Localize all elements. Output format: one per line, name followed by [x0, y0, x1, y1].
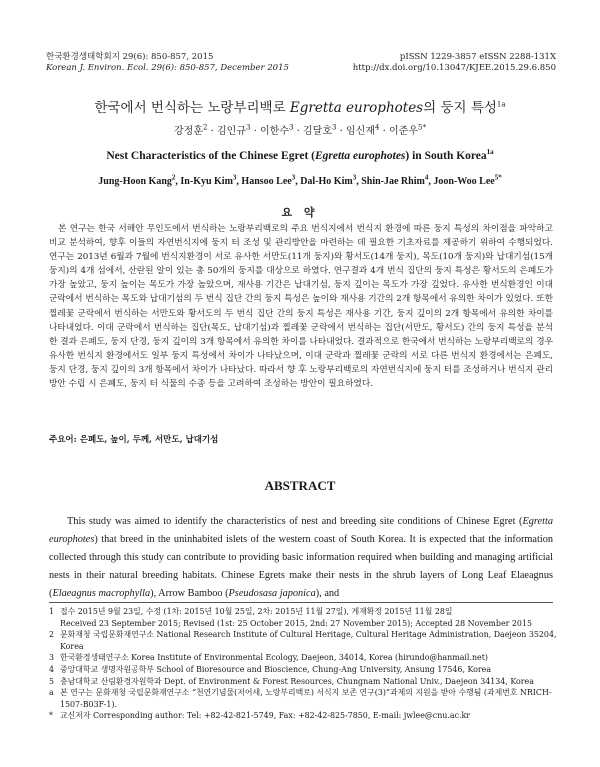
- footnote-text: 교신저자 Corresponding author: Tel: +82-42-821-5749, Fax: +82-42-825-7850, E-mail: jwlee@cnu.ac.kr: [60, 711, 471, 721]
- abstract-text-2: ) that breed in the uninhabited islets of the western coast of South Korea. It is expected that the information collected through this study can contribute to providing basic information required when building and managing artificial nests in their natural breeding habitats. Chinese Egrets make their nests in the shrub layers of Long Leaf Elaeagnus (: [49, 534, 553, 599]
- ko-author: [174, 123, 208, 137]
- footnote-text: 본 연구는 문화재청 국립문화재연구소 “천연기념물(저어새, 노랑부리백로) 서식지 보존 연구(3)”과제의 지원을 받아 수행됨 (과제번호 NRICH-1507-B03F-1).: [60, 688, 552, 709]
- footnote-mark: 2: [49, 630, 55, 640]
- footnote-item: [49, 676, 559, 688]
- footnote-item: [49, 606, 559, 618]
- footnote-item: [49, 687, 559, 710]
- ko-author-affil-mark: 4: [375, 123, 380, 132]
- author-separator: ·: [207, 126, 218, 137]
- abstract-text-4: ), and: [315, 588, 340, 599]
- author-separator: ·: [250, 126, 261, 137]
- title-en-species: Egretta europhotes: [314, 150, 406, 162]
- author-separator: ,: [175, 176, 181, 187]
- summary-heading: 요 약: [281, 206, 319, 219]
- author-separator: ·: [293, 126, 304, 137]
- ko-author-affil-mark: 3: [289, 123, 294, 132]
- ko-author: [389, 123, 426, 137]
- author-separator: ,: [295, 176, 301, 187]
- footnote-item: [49, 664, 559, 676]
- author-separator: ,: [356, 176, 362, 187]
- abstract-text-1: This study was aimed to identify the characteristics of nest and breeding site conditions of Chinese Egret (: [67, 516, 523, 527]
- en-author-affil-mark: 5*: [494, 173, 502, 182]
- footnote-divider: [49, 602, 553, 603]
- author-separator: ,: [428, 176, 434, 187]
- ko-author-name: 강정훈: [174, 126, 203, 137]
- ko-author-name: 김달호: [303, 126, 332, 137]
- en-author-name: Hansoo Lee: [241, 176, 292, 187]
- footnote-text: 한국환경생태연구소 Korea Institute of Environmental Ecology, Daejeon, 34014, Korea (hirundo@hanmail.net): [60, 653, 488, 663]
- footnote-text: 문화재청 국립문화재연구소 National Research Institute of Cultural Heritage, Cultural Heritage Administration, Daejeon 35204, Korea: [60, 630, 557, 651]
- journal-citation: [46, 52, 289, 74]
- title-en-suffix: ) in South Korea: [405, 150, 487, 162]
- footnote-mark: a: [49, 688, 54, 698]
- title-en-prefix: Nest Characteristics of the Chinese Egret (: [106, 150, 315, 162]
- footnote-text: 충남대학교 산림환경자원학과 Dept. of Environment & Forest Resources, Chungnam National Univ., Daejeon 34134, Korea: [60, 676, 534, 686]
- abstract-heading: ABSTRACT: [264, 478, 336, 493]
- doi-link[interactable]: http://dx.doi.org/10.13047/KJEE.2015.29.6.850: [352, 63, 556, 73]
- footnote-text: 접수 2015년 9월 23일, 수정 (1차: 2015년 10월 25일, 2차: 2015년 11월 27일), 게재확정 2015년 11월 28일: [60, 607, 453, 616]
- title-ko-suffix: 의 둥지 특성: [423, 100, 497, 116]
- footnote-mark: 4: [49, 664, 55, 674]
- ko-author: [217, 123, 251, 137]
- footnote-item: [49, 710, 559, 722]
- en-author-affil-mark: 2: [171, 173, 176, 182]
- en-author-affil-mark: 3: [232, 173, 237, 182]
- en-author: [180, 173, 237, 187]
- journal-citation-ko: 한국환경생태학회지 29(6): 850-857, 2015: [46, 52, 214, 62]
- en-author-name: Joon-Woo Lee: [433, 176, 495, 187]
- en-author: [433, 173, 502, 187]
- ko-author-name: 이한수: [260, 126, 289, 137]
- footnote-text: Received 23 September 2015; Revised (1st: 25 October 2015, 2nd: 27 November 2015); Accepted 28 November 2015: [60, 618, 532, 628]
- abstract-species-2: Elaeagnus macrophylla: [52, 588, 151, 599]
- ko-author-name: 이준우: [389, 126, 418, 137]
- en-author: [300, 173, 357, 187]
- en-author-name: Shin-Jae Rhim: [361, 176, 425, 187]
- footnote-mark: *: [49, 711, 53, 721]
- ko-author-affil-mark: 3: [246, 123, 251, 132]
- en-author-affil-mark: 3: [352, 173, 357, 182]
- en-author-name: Dal-Ho Kim: [300, 176, 353, 187]
- author-separator: ,: [236, 176, 242, 187]
- ko-author: [303, 123, 337, 137]
- footnotes: [49, 606, 559, 722]
- title-ko-species: Egretta europhotes: [289, 100, 424, 116]
- title-korean: [0, 96, 600, 116]
- keywords-korean: 주요어: 은폐도, 높이, 두께, 서만도, 납대기섬: [49, 435, 219, 445]
- footnote-item: [49, 629, 559, 652]
- en-author: [98, 173, 176, 187]
- title-en-footnote-mark: 1a: [486, 148, 494, 157]
- en-author: [241, 173, 296, 187]
- authors-korean: [0, 122, 600, 137]
- issn: pISSN 1229-3857 eISSN 2288-131X: [399, 52, 556, 62]
- journal-citation-en: Korean J. Environ. Ecol. 29(6): 850-857, December 2015: [46, 63, 289, 73]
- en-author-affil-mark: 3: [291, 173, 296, 182]
- abstract-species-1: Egretta europhotes: [49, 516, 553, 545]
- ko-author: [346, 123, 380, 137]
- en-author-affil-mark: 4: [424, 173, 429, 182]
- title-ko-footnote-mark: 1a: [496, 100, 506, 109]
- ko-author-name: 임신재: [346, 126, 375, 137]
- footnote-mark: 1: [49, 607, 55, 616]
- author-separator: ·: [379, 126, 390, 137]
- summary-korean: 본 연구는 한국 서해안 무인도에서 번식하는 노랑부리백로의 주요 번식지에서 번식지 환경에 따른 둥지 특성의 차이점을 파악하고 비교 분석하여, 향후 이들의 자연번식지에 둥지 터 조성 및 관리방안을 마련하는 데 필요한 기초자료를 제공하기 위하여 수행되었다. 연구는 2013년 6월과 7월에 번식지환경이 서로 유사한 서만도(11개 둥지)와 황서도(14개 둥지), 목도(10개 둥지)와 납대기섬(15개 둥지)의 4개 섬에서, 산란된 알이 있는 총 50개의 둥지를 대상으로 하였다. 연구결과 4개 번식 집단의 둥지 특성은 황서도의 은폐도가 가장 높았고, 둥지 높이는 목도가 가장 높았으며, 재사용 기간은 납대기섬, 둥지 깊이는 목도가 가장 깊었다. 유사한 번식환경인 이대 군락에서 번식하는 목도와 납대기섬의 두 번식 집단 간의 둥지 특성은 높이와 재사용 기간의 2개 항목에서 유의한 차이가 있었다. 또한 찔레꽃 군락에서 번식하는 서만도와 황서도의 두 번식 집단 간의 둥지 특성은 재사용 기간, 둥지 깊이의 2개 항목에서 유의한 차이를 나타내었다. 이대 군락에서 번식하는 집단(목도, 납대기섬)과 찔레꽃 군락에서 번식하는 집단(서만도, 황서도) 간의 둥지 특성을 분석한 결과 은폐도, 둥지 단경, 둥지 깊이의 3개 항목에서 유의한 차이를 나타내었다. 결과적으로 한국에서 번식하는 노랑부리백로의 경우 유사한 번식지 환경에서도 일부 둥지 특성에서 차이가 나타났으며, 이대 군락과 찔레꽃 군락의 서로 다른 번식지 환경에서는 은폐도, 둥지 단경, 둥지 깊이의 3개 항목에서 차이가 나타났다. 따라서 향 후 노랑부리백로의 자연번식지에 둥지 터를 조성하거나 번식지 관리방안 수립 시 은폐도, 둥지 터 식물의 수종 등을 고려하여 조성하는 방안이 필요하였다.: [49, 224, 553, 390]
- issn-doi: [353, 52, 556, 74]
- title-english: [0, 150, 600, 162]
- abstract-species-3: Pseudosasa japonica: [228, 588, 316, 599]
- ko-author-affil-mark: 5*: [418, 123, 426, 132]
- author-separator: ·: [336, 126, 347, 137]
- en-author: [361, 173, 429, 187]
- abstract-text-3: ), Arrow Bamboo (: [150, 588, 229, 599]
- footnote-item: [49, 618, 559, 630]
- footnote-mark: 5: [49, 676, 55, 686]
- footnote-text: 중앙대학교 생명자원공학부 School of Bioresource and Bioscience, Chung-Ang University, Ansung 17546, Korea: [60, 664, 492, 674]
- footnote-mark: 3: [49, 653, 55, 663]
- ko-author-name: 김인규: [217, 126, 246, 137]
- en-author-name: Jung-Hoon Kang: [98, 176, 172, 187]
- ko-author-affil-mark: 3: [332, 123, 337, 132]
- en-author-name: In-Kyu Kim: [180, 176, 233, 187]
- title-ko-prefix: 한국에서 번식하는 노랑부리백로: [94, 100, 290, 116]
- abstract-english: [49, 513, 553, 603]
- footnote-item: [49, 652, 559, 664]
- authors-english: [0, 173, 600, 187]
- ko-author: [260, 123, 294, 137]
- ko-author-affil-mark: 2: [203, 123, 208, 132]
